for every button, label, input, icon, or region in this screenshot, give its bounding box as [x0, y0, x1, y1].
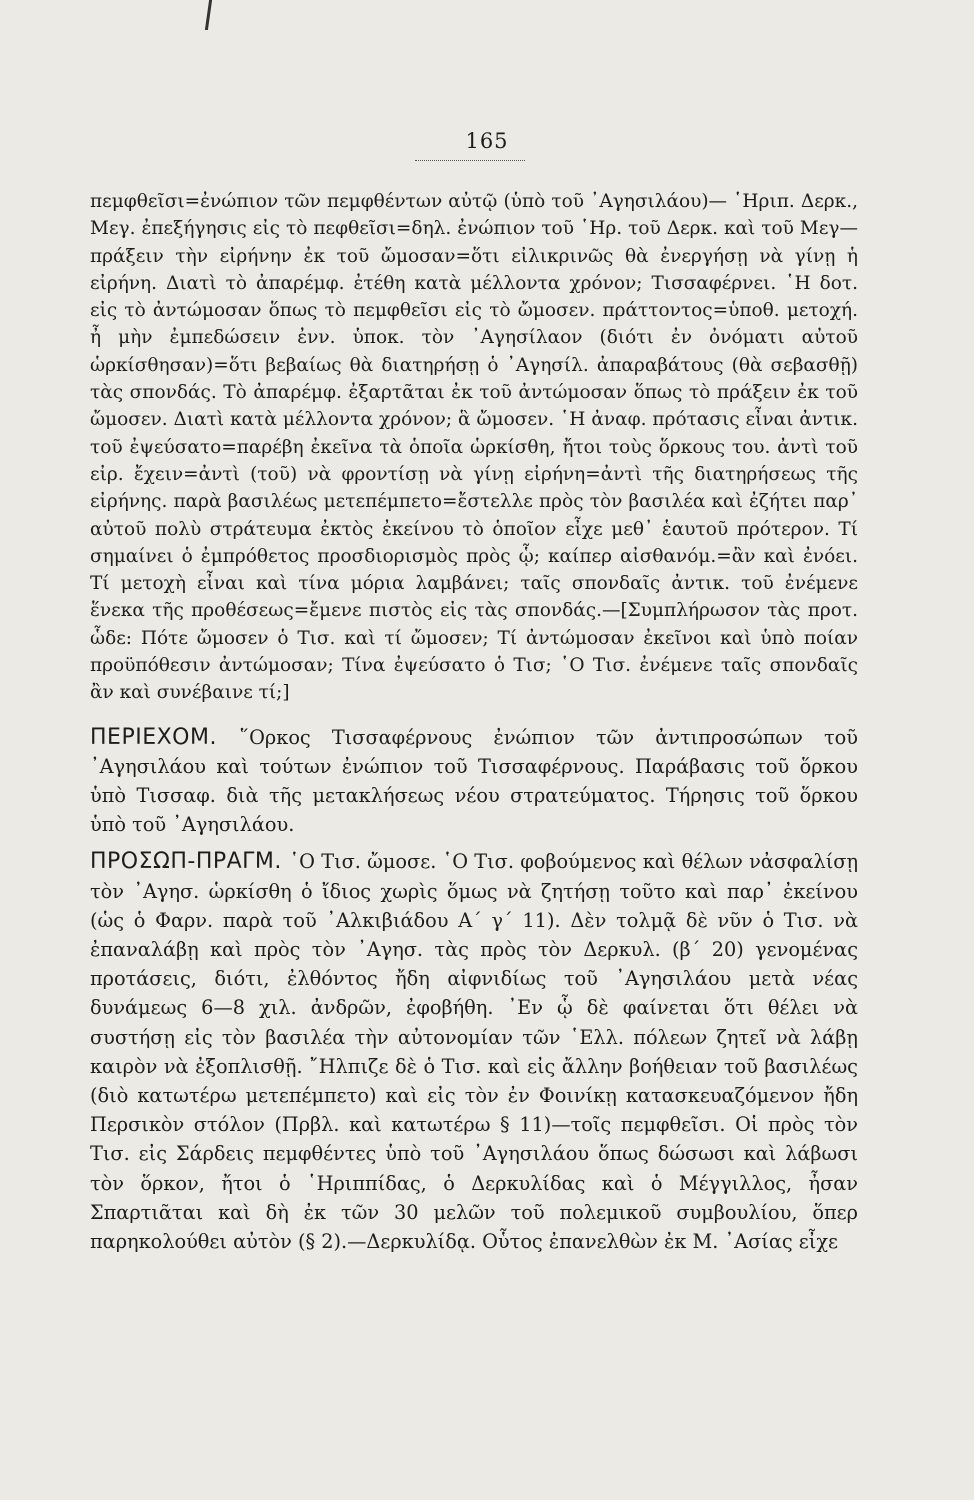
notes-paragraph: πεμφθεῖσι=ἐνώπιον τῶν πεμφθέντων αὐτῷ (ὑπὸ τοῦ ᾿Αγησιλάου)— ῾Ηριπ. Δερκ., Μεγ. ἐπεξήγησις εἰς τὸ πεφθεῖσι=δηλ. ἐνώπιον τοῦ ῾Ηρ. τοῦ Δερκ. καὶ τοῦ Μεγ—πράξειν τὴν εἰρήνην ἐκ τοῦ ὤμοσαν=ὅτι εἰλικρινῶς θὰ ἐνεργήσῃ νὰ γίνῃ ἡ εἰρήνη. Διατὶ τὸ ἀπαρέμφ. ἐτέθη κατὰ μέλλοντα χρόνον; Τισσαφέρνει. ῾Η δοτ. εἰς τὸ ἀντώμοσαν ὅπως τὸ πεμφθεῖσι εἰς τὸ ὤμοσεν. πράττοντος=ὑποθ. μετοχή. ἦ μὴν ἐμπεδώσειν ἐνν. ὑποκ. τὸν ᾿Αγησίλαον (διότι ἐν ὀνόματι αὐτοῦ ὡρκίσθησαν)=ὅτι βεβαίως θὰ διατηρήσῃ ὁ ᾿Αγησίλ. ἀπαραβάτους (θὰ σεβασθῇ) τὰς σπονδάς. Τὸ ἀπαρέμφ. ἐξαρτᾶται ἐκ τοῦ ἀντώμοσαν ὅπως τὸ πράξειν ἐκ τοῦ ὤμοσεν. Διατὶ κατὰ μέλλοντα χρόνον; ἃ ὤμοσεν. ῾Η ἀναφ. πρότασις εἶναι ἀντικ. τοῦ ἐψεύσατο=παρέβη ἐκεῖνα τὰ ὁποῖα ὡρκίσθη, ἤτοι τοὺς ὅρκους του. ἀντὶ τοῦ εἰρ. ἔχειν=ἀντὶ (τοῦ) νὰ φροντίσῃ νὰ γίνῃ εἰρήνη=ἀντὶ τῆς διατηρήσεως τῆς εἰρήνης. παρὰ βασιλέως μετεπέμπετο=ἔστελλε πρὸς τὸν βασιλέα καὶ ἐζήτει παρ᾿ αὐτοῦ πολὺ στράτευμα ἐκτὸς ἐκείνου τὸ ὁποῖον εἶχε μεθ᾿ ἑαυτοῦ πρότερον. Τί σημαίνει ὁ ἐμπρόθετος προσδιορισμὸς πρὸς ᾧ; καίπερ αἰσθανόμ.=ἂν καὶ ἐνόει. Τί μετοχὴ εἶναι καὶ τίνα μόρια λαμβάνει; ταῖς σπονδαῖς ἀντικ. τοῦ ἐνέμενε ἕνεκα τῆς προθέσεως=ἔμενε πιστὸς εἰς τὰς σπονδάς.—[Συμπλήρωσον τὰς προτ. ὧδε: Πότε ὤμοσεν ὁ Τισ. καὶ τί ὤμοσεν; Τί ἀντώμοσαν ἐκεῖνοι καὶ ὑπὸ ποίαν προϋπόθεσιν ἀντώμοσαν; Τίνα ἐψεύσατο ὁ Τισ; ῾Ο Τισ. ἐνέμενε ταῖς σπονδαῖς ἂν καὶ συνέβαινε τί;]: [90, 191, 858, 704]
commentary-notes: [90, 188, 858, 707]
page-number: 165: [465, 129, 509, 153]
page-body: [90, 188, 858, 1256]
section-heading: ΠΡΟΣΩΠ-ΠΡΑΓΜ.: [90, 849, 290, 875]
header-rule: [415, 160, 525, 161]
section-heading: ΠΕΡΙΕΧΟΜ.: [90, 724, 240, 750]
section-text: ῞Ορκος Τισσαφέρνους ἐνώπιον τῶν ἀντιπροσώπων τοῦ ᾿Αγησιλάου καὶ τούτων ἐνώπιον τοῦ Τισσαφέρνους. Παράβασις τοῦ ὅρκου ὑπὸ Τισσαφ. διὰ τῆς μετακλήσεως νέου στρατεύματος. Τήρησις τοῦ ὅρκου ὑπὸ τοῦ ᾿Αγησιλάου.: [90, 725, 858, 837]
section-text: ῾Ο Τισ. ὤμοσε. ῾Ο Τισ. φοβούμενος καὶ θέλων νἀσφαλίσῃ τὸν ᾿Αγησ. ὡρκίσθη ὁ ἴδιος χωρὶς ὅμως νὰ ζητήσῃ τοῦτο καὶ παρ᾿ ἐκείνου (ὡς ὁ Φαρν. παρὰ τοῦ ᾿Αλκιβιάδου Α΄ γ΄ 11). Δὲν τολμᾷ δὲ νῦν ὁ Τισ. νὰ ἐπαναλάβῃ καὶ πρὸς τὸν ᾿Αγησ. τὰς πρὸς τὸν Δερκυλ. (β΄ 20) γενομένας προτάσεις, διότι, ἐλθόντος ἤδη αἰφνιδίως τοῦ ᾿Αγησιλάου μετὰ νέας δυνάμεως 6—8 χιλ. ἀνδρῶν, ἐφοβήθη. ᾿Εν ᾧ δὲ φαίνεται ὅτι θέλει νὰ συστήσῃ εἰς τὸν βασιλέα τὴν αὐτονομίαν τῶν ῾Ελλ. πόλεων ζητεῖ νὰ λάβῃ καιρὸν νὰ ἐξοπλισθῇ. ῎Ηλπιζε δὲ ὁ Τισ. καὶ εἰς ἄλλην βοήθειαν τοῦ βασιλέως (διὸ κατωτέρω μετεπέμπετο) καὶ εἰς τὸν ἐν Φοινίκῃ κατασκευαζόμενον ἤδη Περσικὸν στόλον (Πρβλ. καὶ κατωτέρω § 11)—τοῖς πεμφθεῖσι. Οἱ πρὸς τὸν Τισ. εἰς Σάρδεις πεμφθέντες ὑπὸ τοῦ ᾿Αγησιλάου ὅπως δώσωσι καὶ λάβωσι τὸν ὅρκον, ἤτοι ὁ ῾Ηριππίδας, ὁ Δερκυλίδας καὶ ὁ Μέγγιλλος, ἦσαν Σπαρτιᾶται καὶ δὴ ἐκ τῶν 30 μελῶν τοῦ πολεμικοῦ συμβουλίου, ὅπερ παρηκολούθει αὐτὸν (§ 2).—Δερκυλίδᾳ. Οὗτος ἐπανελθὼν ἐκ Μ. ᾿Ασίας εἶχε: [90, 850, 858, 1254]
section-persons-facts: [90, 847, 858, 1256]
margin-mark: [205, 0, 226, 30]
section-contents: [90, 723, 858, 840]
